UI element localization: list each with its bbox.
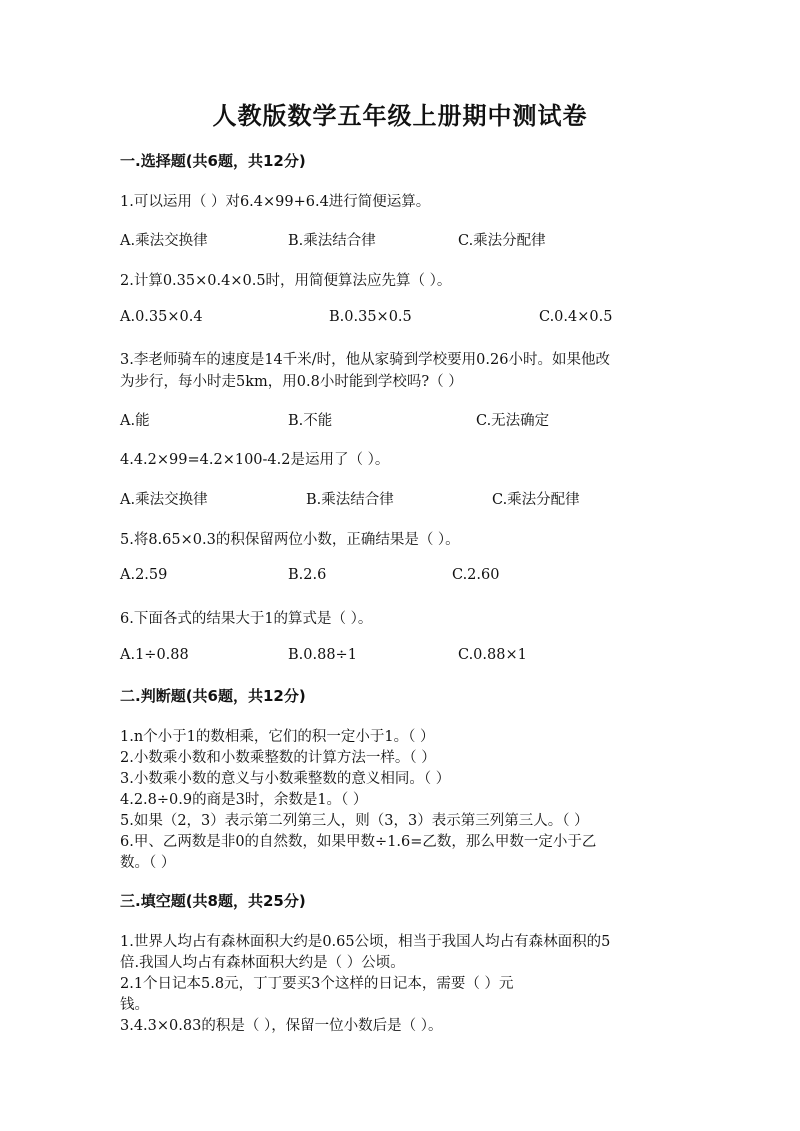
statement-line: 5.如果（2，3）表示第二列第三人，则（3，3）表示第三列第三人。（ ） (120, 813, 589, 829)
option-a: A.1÷0.88 (120, 647, 189, 663)
option-c: C.0.88×1 (458, 647, 527, 663)
question-text: 6.下面各式的结果大于1的算式是（ ）。 (120, 611, 373, 627)
question-text: 5.将8.65×0.3的积保留两位小数，正确结果是（ ）。 (120, 532, 460, 548)
section-heading-fill: 三.填空题(共8题，共25分) (120, 892, 306, 910)
option-b: B.2.6 (288, 567, 327, 583)
option-a: A.能 (120, 413, 150, 429)
option-a: A.0.35×0.4 (120, 309, 203, 325)
statement-line: 数。（ ） (120, 855, 176, 871)
option-c: C.乘法分配律 (492, 492, 580, 508)
option-a: A.乘法交换律 (120, 492, 208, 508)
question-text: 1.可以运用（ ）对6.4×99+6.4进行简便运算。 (120, 194, 431, 210)
fill-line: 钱。 (120, 997, 149, 1013)
option-b: B.乘法结合律 (288, 233, 376, 249)
option-a: A.乘法交换律 (120, 233, 208, 249)
fill-line: 3.4.3×0.83的积是（ ），保留一位小数后是（ ）。 (120, 1018, 443, 1034)
fill-line: 1.世界人均占有森林面积大约是0.65公顷，相当于我国人均占有森林面积的5 (120, 934, 611, 950)
question-text: 4.4.2×99=4.2×100-4.2是运用了（ ）。 (120, 452, 390, 468)
statement-line: 1.n个小于1的数相乘，它们的积一定小于1。（ ） (120, 729, 435, 745)
fill-line: 倍.我国人均占有森林面积大约是（ ）公顷。 (120, 955, 405, 971)
statement-line: 6.甲、乙两数是非0的自然数，如果甲数÷1.6=乙数，那么甲数一定小于乙 (120, 834, 597, 850)
section-heading-choice: 一.选择题(共6题，共12分) (120, 152, 306, 170)
option-a: A.2.59 (120, 567, 168, 583)
option-c: C.无法确定 (476, 413, 550, 429)
option-b: B.0.88÷1 (288, 647, 357, 663)
page-title: 人教版数学五年级上册期中测试卷 (212, 101, 588, 130)
question-text: 2.计算0.35×0.4×0.5时，用简便算法应先算（ ）。 (120, 273, 452, 289)
option-c: C.2.60 (452, 567, 500, 583)
statement-line: 4.2.8÷0.9的商是3时，余数是1。（ ） (120, 792, 368, 808)
option-c: C.0.4×0.5 (539, 309, 613, 325)
section-heading-judge: 二.判断题(共6题，共12分) (120, 687, 306, 705)
fill-line: 2.1个日记本5.8元，丁丁要买3个这样的日记本，需要（ ）元 (120, 976, 514, 992)
option-c: C.乘法分配律 (458, 233, 546, 249)
statement-line: 3.小数乘小数的意义与小数乘整数的意义相同。（ ） (120, 771, 451, 787)
question-text: 为步行，每小时走5km，用0.8小时能到学校吗?（ ） (120, 374, 463, 390)
question-text: 3.李老师骑车的速度是14千米/时，他从家骑到学校要用0.26小时。如果他改 (120, 352, 610, 368)
option-b: B.乘法结合律 (306, 492, 394, 508)
option-b: B.不能 (288, 413, 333, 429)
statement-line: 2.小数乘小数和小数乘整数的计算方法一样。（ ） (120, 750, 436, 766)
option-b: B.0.35×0.5 (329, 309, 412, 325)
